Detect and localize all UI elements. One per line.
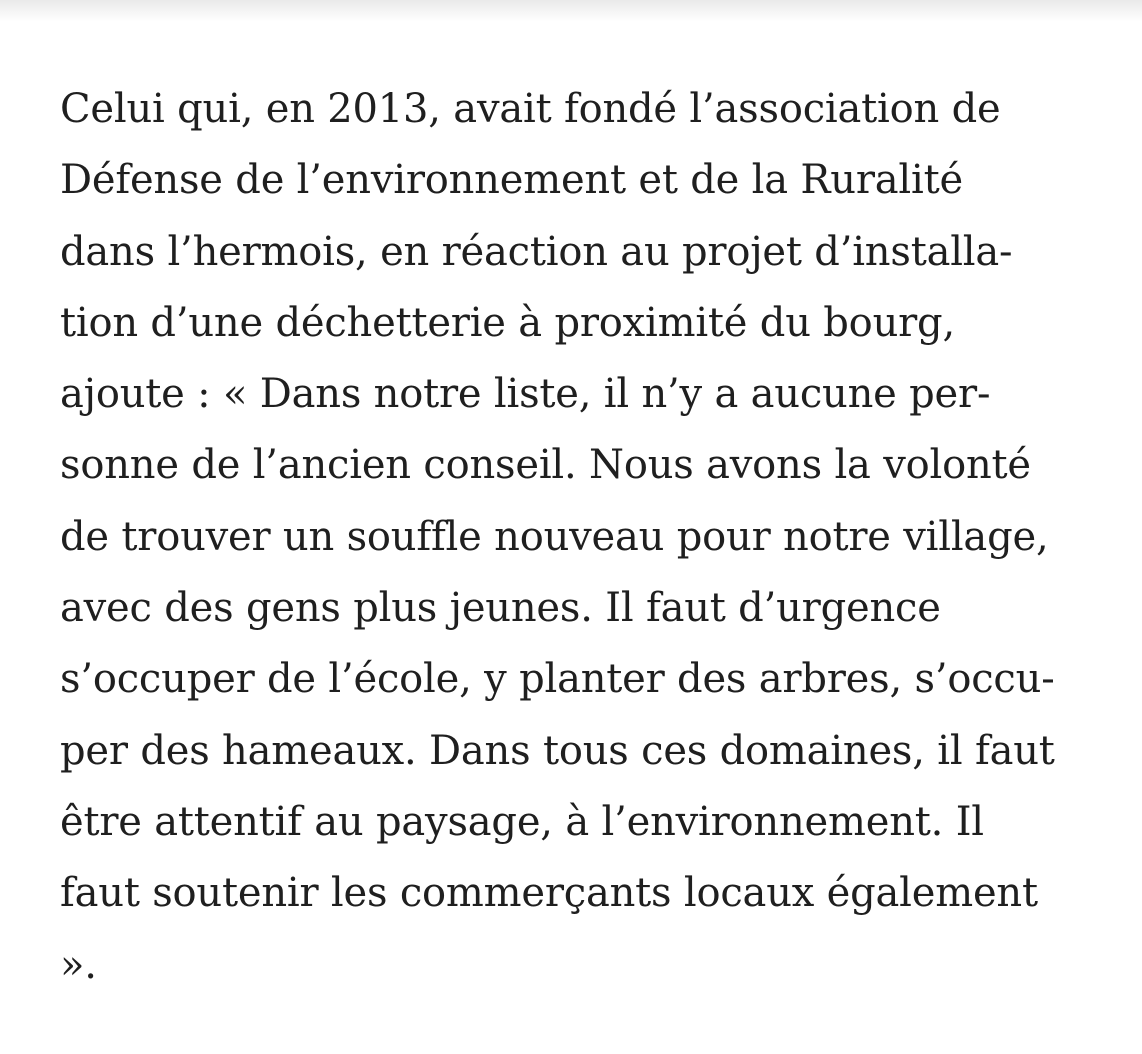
paragraph-line: per des hameaux. Dans tous ces domaines, il faut bbox=[60, 727, 1055, 774]
top-shadow bbox=[0, 0, 1142, 22]
paragraph-line: avec des gens plus jeunes. Il faut d’urgence bbox=[60, 585, 941, 632]
paragraph-line: être attentif au paysage, à l’environnement. Il bbox=[60, 798, 984, 845]
paragraph-line: tion d’une déchetterie à proximité du bourg, bbox=[60, 299, 955, 346]
paragraph-line: s’occuper de l’école, y planter des arbres, s’occu- bbox=[60, 656, 1055, 703]
paragraph-line: de trouver un souffle nouveau pour notre village, bbox=[60, 513, 1049, 560]
paragraph-line: faut soutenir les commerçants locaux également bbox=[60, 870, 1038, 917]
article-paragraph bbox=[60, 74, 1130, 1001]
paragraph-line: ». bbox=[60, 941, 97, 988]
paragraph-line: sonne de l’ancien conseil. Nous avons la volonté bbox=[60, 442, 1031, 489]
paragraph-line: ajoute : « Dans notre liste, il n’y a aucune per- bbox=[60, 371, 991, 418]
paragraph-line: Celui qui, en 2013, avait fondé l’association de bbox=[60, 86, 1001, 132]
paragraph-line: Défense de l’environnement et de la Ruralité bbox=[60, 157, 963, 204]
paragraph-line: dans l’hermois, en réaction au projet d’installa- bbox=[60, 228, 1013, 275]
